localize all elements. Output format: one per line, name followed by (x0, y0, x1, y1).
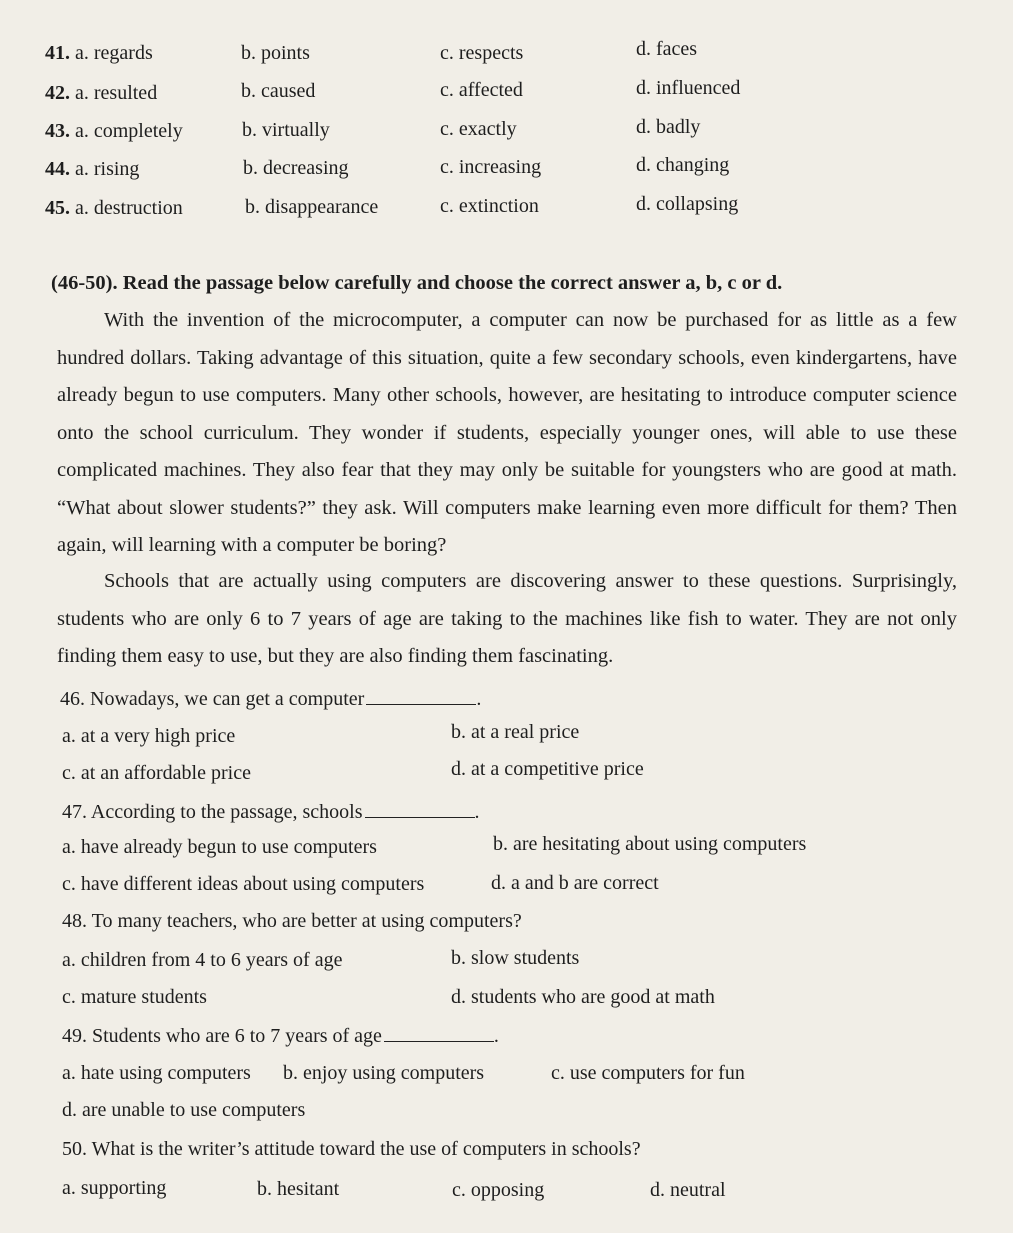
q42-number: 42. (45, 82, 70, 104)
q48-option-c: c. mature students (62, 986, 207, 1008)
q48-option-b: b. slow students (451, 947, 580, 969)
q43-option-c: c. exactly (440, 118, 517, 140)
q46-option-c: c. at an affordable price (62, 762, 251, 784)
q45-option-c: c. extinction (440, 195, 539, 217)
q44-row (45, 158, 139, 181)
q49-option-a: a. hate using computers (62, 1062, 251, 1084)
q49-stem-text: 49. Students who are 6 to 7 years of age (62, 1025, 382, 1047)
q47-option-b: b. are hesitating about using computers (493, 833, 807, 855)
q42-option-d: d. influenced (636, 77, 741, 99)
q44-number: 44. (45, 158, 70, 180)
q43-option-d: d. badly (636, 116, 701, 138)
q47-stem (62, 799, 480, 824)
q50-option-c: c. opposing (452, 1179, 545, 1201)
q42-option-a: a. resulted (75, 82, 158, 104)
q48-option-d: d. students who are good at math (451, 986, 715, 1008)
q42-row (45, 82, 157, 105)
q41-option-c: c. respects (440, 42, 524, 64)
q41-option-b: b. points (241, 42, 310, 64)
q41-option-d: d. faces (636, 38, 698, 60)
q45-option-d: d. collapsing (636, 193, 739, 215)
q44-option-d: d. changing (636, 154, 730, 176)
q43-option-b: b. virtually (242, 119, 330, 141)
q47-option-a: a. have already begun to use computers (62, 836, 377, 858)
q45-number: 45. (45, 197, 70, 219)
q44-option-a: a. rising (75, 158, 140, 180)
q47-option-c: c. have different ideas about using computers (62, 873, 425, 895)
q46-option-a: a. at a very high price (62, 725, 236, 747)
q46-answer-blank (366, 686, 476, 705)
q47-option-d: d. a and b are correct (491, 872, 659, 894)
q49-option-d: d. are unable to use computers (62, 1099, 306, 1121)
q49-stem (62, 1023, 499, 1048)
q46-option-d: d. at a competitive price (451, 758, 644, 780)
q50-stem: 50. What is the writer’s attitude toward the use of computers in schools? (62, 1138, 641, 1160)
q41-row (45, 42, 153, 65)
q45-row (45, 197, 183, 220)
q49-stem-end: . (493, 1025, 499, 1047)
q48-option-a: a. children from 4 to 6 years of age (62, 949, 343, 971)
q46-stem-end: . (476, 688, 482, 710)
q42-option-b: b. caused (241, 80, 316, 102)
q45-option-b: b. disappearance (245, 196, 379, 218)
q41-option-a: a. regards (75, 42, 153, 64)
q43-row (45, 120, 183, 143)
q45-option-a: a. destruction (75, 197, 183, 219)
q50-option-d: d. neutral (650, 1179, 726, 1201)
q46-stem-text: 46. Nowadays, we can get a computer (60, 688, 365, 710)
q41-number: 41. (45, 42, 70, 64)
q44-option-b: b. decreasing (243, 157, 349, 179)
q49-answer-blank (384, 1023, 494, 1042)
passage-paragraph-1: With the invention of the microcomputer, a computer can now be purchased for as little as a few hundred dollars. Taking advantage of this situation, quite a few secondary schools, even kindergartens, have already begun to use computers. Many other schools, however, are hesitating to introduce computer science onto the school curriculum. They wonder if students, especially younger ones, will able to use these complicated machines. They also fear that they may only be suitable for youngsters who are good at math. “What about slower students?” they ask. Will computers make learning even more difficult for them? Then again, will learning with a computer be boring? (57, 309, 957, 556)
q47-stem-end: . (474, 801, 480, 823)
q50-option-a: a. supporting (62, 1177, 167, 1199)
reading-instruction: (46-50). Read the passage below carefully and choose the correct answer a, b, c or d. (51, 272, 783, 294)
q50-option-b: b. hesitant (257, 1178, 340, 1200)
q46-stem (60, 686, 481, 711)
q49-option-c: c. use computers for fun (551, 1062, 745, 1084)
q44-option-c: c. increasing (440, 156, 542, 178)
q47-answer-blank (365, 799, 475, 818)
q43-number: 43. (45, 120, 70, 142)
q46-option-b: b. at a real price (451, 721, 580, 743)
q49-option-b: b. enjoy using computers (283, 1062, 485, 1084)
q43-option-a: a. completely (75, 120, 183, 142)
q42-option-c: c. affected (440, 79, 523, 101)
q48-stem: 48. To many teachers, who are better at using computers? (62, 910, 522, 932)
passage-paragraph-2: Schools that are actually using computers are discovering answer to these questions. Surprisingly, students who are only 6 to 7 years of age are taking to the machines like fish to water. They are not only finding them easy to use, but they are also finding them fascinating. (57, 570, 957, 667)
q47-stem-text: 47. According to the passage, schools (62, 801, 363, 823)
